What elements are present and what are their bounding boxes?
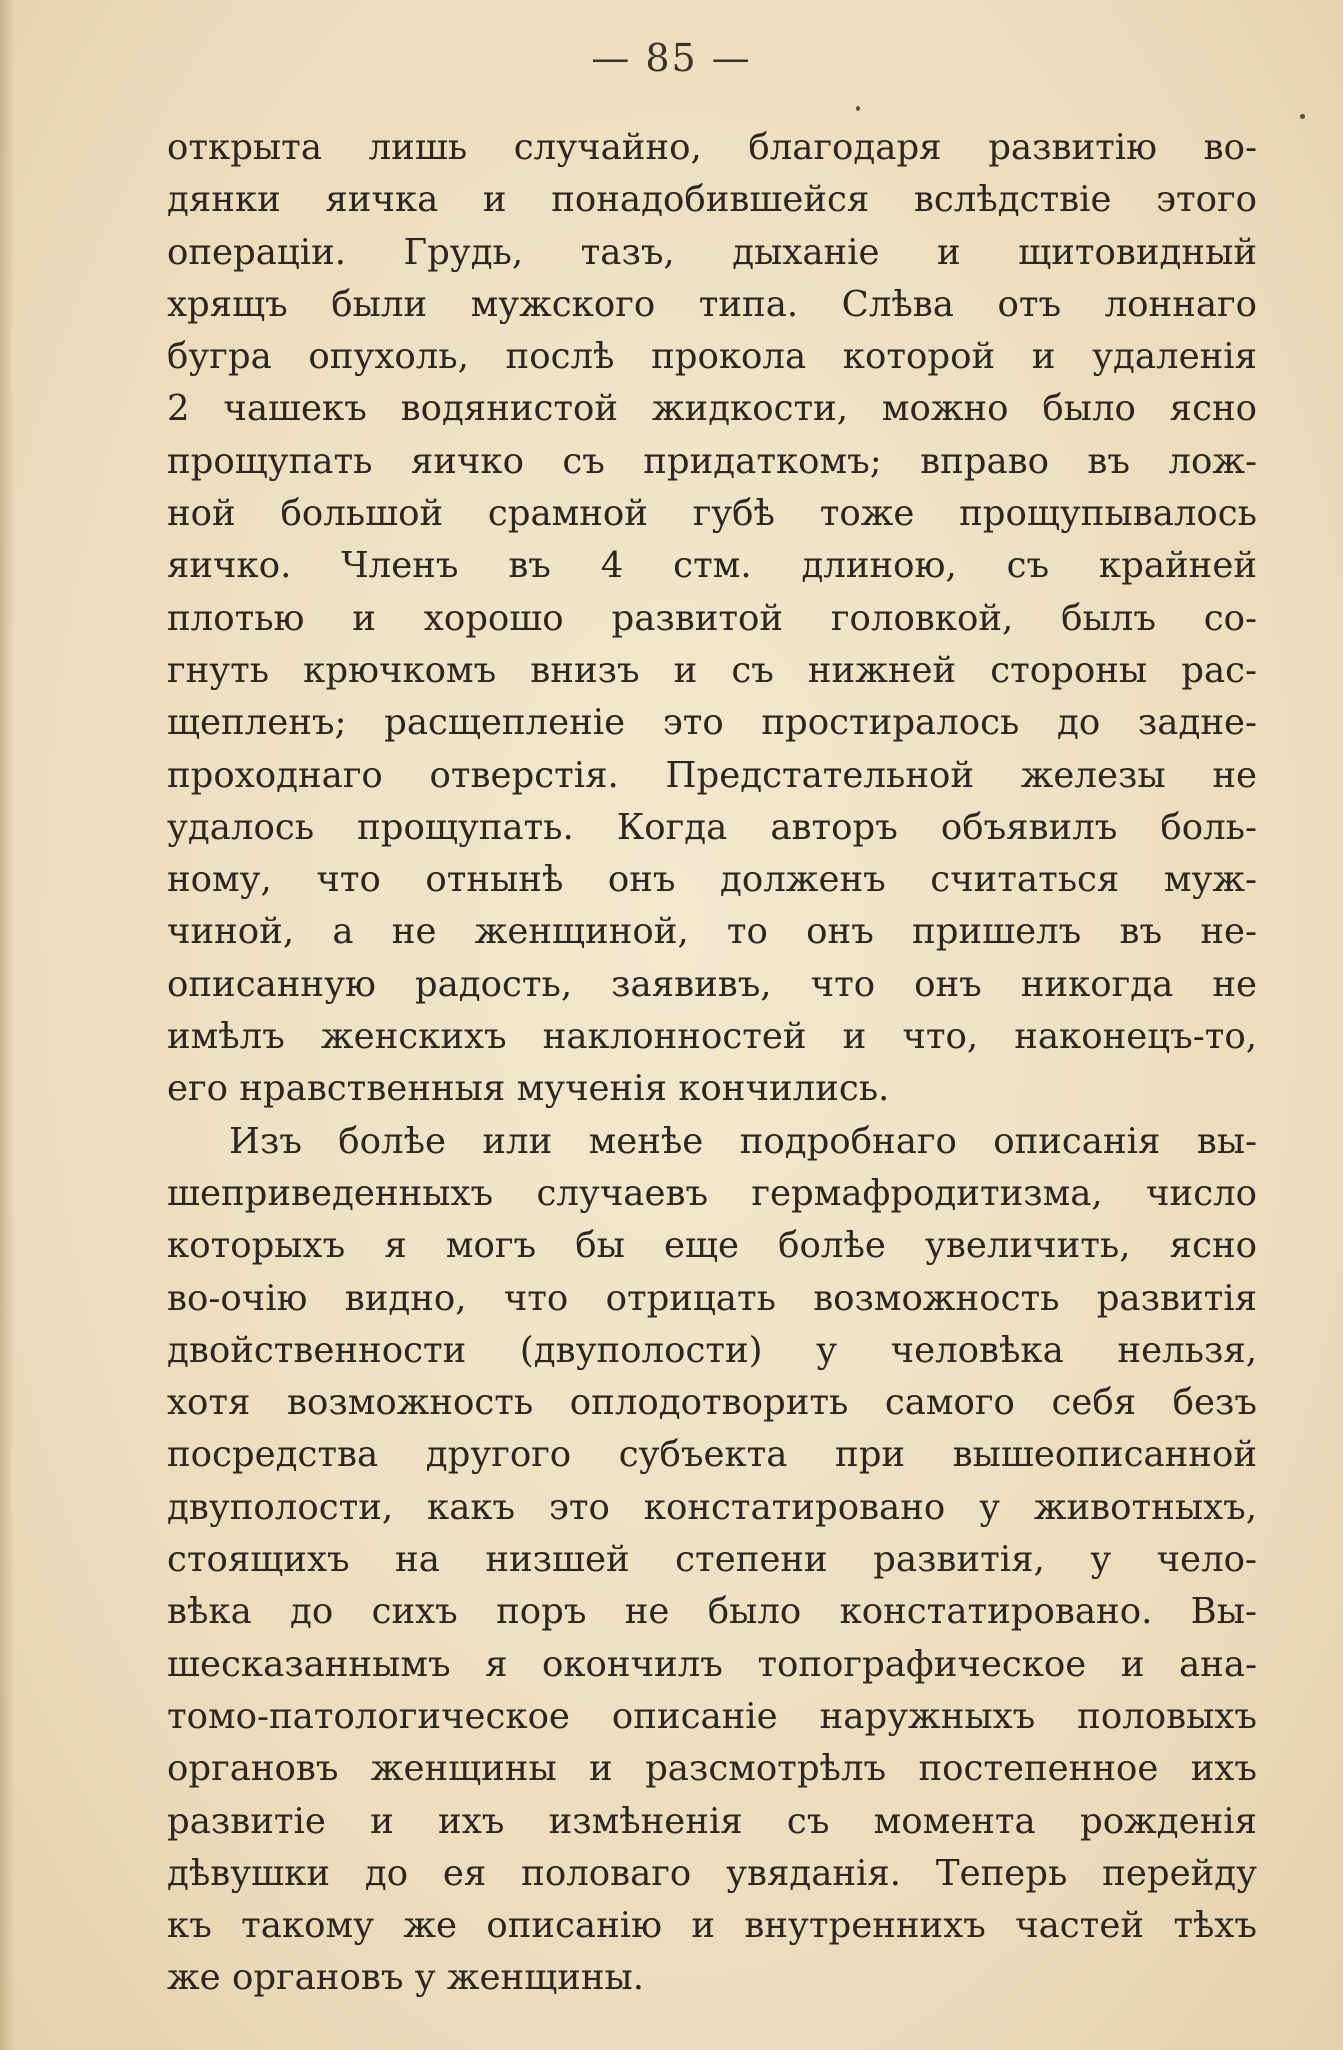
text-line: которыхъ я могъ бы еще болѣе увеличить, ясно: [167, 1225, 1257, 1267]
text-line: стоящихъ на низшей степени развитія, у чело-: [167, 1539, 1257, 1581]
text-line: развитіе и ихъ измѣненія съ момента рожденія: [167, 1800, 1257, 1842]
paragraph-2: [167, 1116, 1257, 2005]
text-line: ному, что отнынѣ онъ долженъ считаться муж-: [167, 859, 1257, 901]
text-line: вѣка до сихъ поръ не было констатировано. Вы-: [167, 1591, 1257, 1633]
text-line: хотя возможность оплодотворить самого себя безъ: [167, 1382, 1257, 1424]
page-edge-shadow: [0, 0, 14, 2050]
text-line: имѣлъ женскихъ наклонностей и что, наконецъ-то,: [167, 1016, 1257, 1058]
text-line: плотью и хорошо развитой головкой, былъ со-: [167, 597, 1257, 639]
text-line: двуполости, какъ это констатировано у животныхъ,: [167, 1486, 1257, 1528]
text-line: 2 чашекъ водянистой жидкости, можно было ясно: [167, 388, 1257, 430]
text-line: къ такому же описанію и внутреннихъ частей тѣхъ: [167, 1905, 1257, 1947]
text-line: яичко. Членъ въ 4 стм. длиною, съ крайней: [167, 545, 1257, 587]
text-line: прощупать яичко съ придаткомъ; вправо въ лож-: [167, 440, 1257, 482]
text-line: щепленъ; расщепленіе это простиралось до задне-: [167, 702, 1257, 744]
text-line: описанную радость, заявивъ, что онъ никогда не: [167, 963, 1257, 1005]
text-line: бугра опухоль, послѣ прокола которой и удаленія: [167, 336, 1257, 378]
ink-speck: [1300, 114, 1305, 119]
text-line: шесказаннымъ я окончилъ топографическое и ана-: [167, 1643, 1257, 1685]
text-line: же органовъ у женщины.: [167, 1957, 645, 1999]
text-line: во-очію видно, что отрицать возможность развитія: [167, 1277, 1257, 1319]
text-line: шеприведенныхъ случаевъ гермафродитизма, число: [167, 1172, 1257, 1214]
text-line: дянки яичка и понадобившейся вслѣдствіе этого: [167, 179, 1257, 221]
ink-speck: [856, 106, 860, 111]
text-line: его нравственныя мученія кончились.: [167, 1068, 890, 1110]
text-line: органовъ женщины и разсмотрѣлъ постепенное ихъ: [167, 1748, 1257, 1790]
paragraph-1: [167, 122, 1257, 1116]
text-line: операціи. Грудь, тазъ, дыханіе и щитовидный: [167, 231, 1257, 273]
text-line: хрящъ были мужского типа. Слѣва отъ лоннаго: [167, 283, 1257, 325]
text-line: дѣвушки до ея половаго увяданія. Теперь перейду: [167, 1852, 1257, 1894]
text-line: двойственности (двуполости) у человѣка нельзя,: [167, 1329, 1257, 1371]
text-line: проходнаго отверстія. Предстательной железы не: [167, 754, 1257, 796]
text-line: открыта лишь случайно, благодаря развитію во-: [167, 127, 1257, 168]
text-line: посредства другого субъекта при вышеописанной: [167, 1434, 1257, 1476]
text-line: чиной, а не женщиной, то онъ пришелъ въ не-: [167, 911, 1257, 953]
page-number: — 85 —: [591, 36, 752, 80]
text-line: гнуть крючкомъ внизъ и съ нижней стороны рас-: [167, 649, 1257, 691]
body-text: [167, 122, 1257, 2005]
text-line: Изъ болѣе или менѣе подробнаго описанія вы-: [229, 1120, 1257, 1162]
text-line: ной большой срамной губѣ тоже прощупывалось: [167, 493, 1257, 535]
text-line: удалось прощупать. Когда авторъ объявилъ боль-: [167, 806, 1257, 848]
text-line: томо-патологическое описаніе наружныхъ половыхъ: [167, 1695, 1257, 1737]
